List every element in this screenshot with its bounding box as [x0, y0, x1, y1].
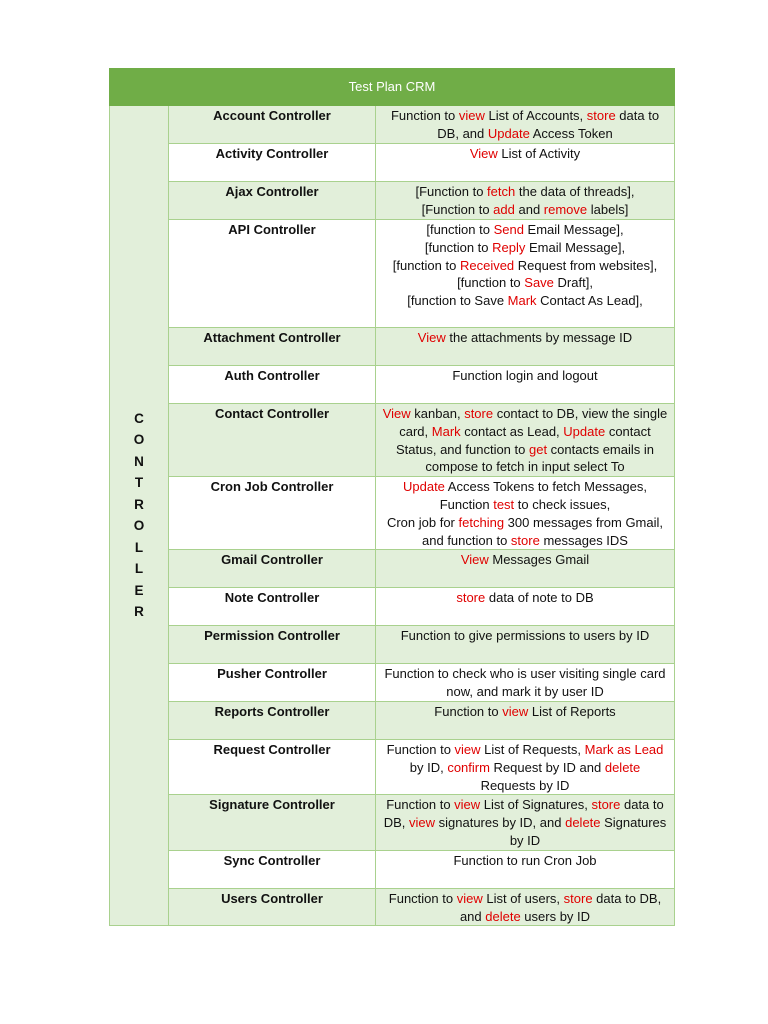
highlighted-keyword: Mark [431, 423, 461, 439]
highlighted-keyword: store [456, 590, 486, 606]
table-row [110, 626, 675, 664]
highlighted-keyword: Reply [492, 239, 526, 255]
highlighted-keyword: Save [524, 275, 554, 291]
highlighted-keyword: view [502, 703, 529, 719]
description-text: Function to [434, 703, 503, 719]
controller-description [376, 220, 675, 328]
highlighted-keyword: view [454, 741, 481, 757]
description-line [382, 257, 668, 275]
side-label-letter: O [133, 432, 145, 448]
highlighted-keyword: add [493, 201, 515, 217]
side-label-letter: T [134, 475, 144, 491]
description-line [382, 703, 668, 721]
description-line [382, 239, 668, 257]
highlighted-keyword: store [464, 406, 494, 421]
highlighted-keyword: store [563, 890, 593, 906]
highlighted-keyword: Received [459, 257, 515, 273]
highlighted-keyword: test [493, 496, 515, 512]
description-text: Function to [390, 108, 459, 123]
table-row [110, 701, 675, 739]
controller-description [376, 795, 675, 850]
controller-description [376, 106, 675, 144]
description-text: data of note to DB [485, 590, 594, 606]
description-text: Function to give permissions to users by ID [400, 628, 650, 644]
table-row [110, 144, 675, 182]
description-text: Function [439, 496, 494, 512]
table-row [110, 888, 675, 926]
description-text: Email Message], [523, 222, 624, 237]
description-line [382, 145, 668, 163]
controller-description [376, 550, 675, 588]
side-label-letter: R [134, 496, 144, 512]
controller-name: Request Controller [169, 739, 376, 794]
description-text: List of Activity [497, 146, 581, 161]
highlighted-keyword: View [460, 552, 489, 568]
controller-name: Gmail Controller [169, 550, 376, 588]
table-row [110, 739, 675, 794]
description-text: Email Message], [525, 239, 626, 255]
description-text: List of users, [482, 890, 564, 906]
description-text: List of Reports [528, 703, 616, 719]
table-row [110, 328, 675, 366]
description-text: kanban, [410, 406, 465, 421]
controller-description [376, 701, 675, 739]
description-text: Function to [388, 890, 457, 906]
controller-description [376, 366, 675, 404]
description-text: [Function to [415, 184, 488, 199]
highlighted-keyword: view [456, 890, 483, 906]
highlighted-keyword: store [586, 108, 616, 123]
controller-side-label [110, 106, 169, 926]
controller-description [376, 588, 675, 626]
side-label-letter: O [133, 518, 145, 534]
controller-name: Permission Controller [169, 626, 376, 664]
table-row [110, 795, 675, 850]
side-label-letter: R [134, 604, 144, 620]
highlighted-keyword: get [528, 441, 548, 457]
side-label-letter: L [134, 561, 144, 577]
table-row [110, 550, 675, 588]
highlighted-keyword: view [454, 797, 481, 813]
description-text: [function to [392, 257, 460, 273]
description-text: Messages Gmail [488, 552, 590, 568]
description-text: Contact As Lead], [536, 293, 643, 309]
description-text: Draft], [553, 275, 593, 291]
description-text: Cron job for [386, 514, 459, 530]
description-text: Function to run Cron Job [453, 852, 597, 868]
controller-description [376, 182, 675, 220]
description-line [382, 478, 668, 496]
description-text: Requests by ID [480, 777, 570, 793]
side-label-letter: L [134, 539, 144, 555]
description-line [382, 496, 668, 514]
highlighted-keyword: Send [493, 222, 524, 237]
highlighted-keyword: Mark as Lead [584, 741, 664, 757]
description-text: data to DB, and [459, 890, 662, 924]
highlighted-keyword: View [417, 330, 446, 345]
description-text: data to DB, and [437, 108, 660, 141]
controller-name: Cron Job Controller [169, 477, 376, 550]
controller-name: Contact Controller [169, 404, 376, 477]
highlighted-keyword: Update [402, 479, 445, 495]
description-text: by ID, [409, 759, 448, 775]
description-line [382, 852, 668, 870]
description-text: contact to DB, view the single card, [399, 406, 668, 439]
side-label-letter: C [134, 410, 144, 426]
description-text: contacts emails in compose to fetch in input select To [425, 441, 654, 475]
table-row [110, 106, 675, 144]
side-label-letter: N [134, 453, 144, 469]
description-text: Function to [386, 797, 455, 813]
controller-name: Users Controller [169, 888, 376, 926]
description-line [382, 367, 668, 385]
test-plan-table [109, 68, 675, 926]
highlighted-keyword: store [591, 797, 621, 813]
description-text: Access Tokens to fetch Messages, [444, 479, 647, 495]
highlighted-keyword: store [510, 532, 540, 548]
highlighted-keyword: fetching [458, 514, 505, 530]
description-text: [Function to [421, 201, 494, 217]
description-line [382, 589, 668, 607]
description-line [382, 551, 668, 569]
controller-name: Signature Controller [169, 795, 376, 850]
highlighted-keyword: delete [565, 815, 601, 831]
description-text: contact Status, and function to [396, 423, 651, 457]
description-text: messages IDS [539, 532, 628, 548]
description-line [382, 890, 668, 926]
description-text: the attachments by message ID [445, 330, 633, 345]
description-text: the data of threads], [515, 184, 635, 199]
description-line [382, 796, 668, 849]
table-row [110, 404, 675, 477]
highlighted-keyword: delete [485, 908, 521, 924]
description-line [382, 183, 668, 201]
highlighted-keyword: Mark [507, 293, 537, 309]
description-text: Function login and logout [452, 368, 598, 383]
description-text: 300 messages from Gmail, and function to [422, 514, 664, 548]
highlighted-keyword: View [469, 146, 498, 161]
highlighted-keyword: delete [604, 759, 641, 775]
controller-description [376, 739, 675, 794]
highlighted-keyword: view [458, 108, 485, 123]
controller-name: Auth Controller [169, 366, 376, 404]
description-line [382, 329, 668, 347]
description-text: List of Requests, [480, 741, 585, 757]
controller-name: Reports Controller [169, 701, 376, 739]
highlighted-keyword: confirm [447, 759, 490, 775]
description-text: [function to [424, 239, 493, 255]
controller-name: Attachment Controller [169, 328, 376, 366]
description-line [382, 741, 668, 794]
description-line [382, 405, 668, 476]
highlighted-keyword: remove [543, 201, 588, 217]
controller-name: Sync Controller [169, 850, 376, 888]
description-line [382, 627, 668, 645]
controller-description [376, 477, 675, 550]
highlighted-keyword: Update [487, 125, 530, 141]
description-text: [function to [426, 222, 494, 237]
controller-name: Account Controller [169, 106, 376, 144]
highlighted-keyword: View [382, 406, 411, 421]
table-title: Test Plan CRM [110, 69, 675, 106]
description-text: signatures by ID, and [435, 815, 566, 831]
description-line [382, 665, 668, 701]
description-text: labels] [587, 201, 629, 217]
description-line [382, 107, 668, 143]
description-line [382, 274, 668, 292]
controller-name: Pusher Controller [169, 664, 376, 702]
description-text: Signatures by ID [509, 815, 667, 848]
controller-description [376, 404, 675, 477]
controller-name: Note Controller [169, 588, 376, 626]
table-row [110, 182, 675, 220]
table-row [110, 588, 675, 626]
table-row [110, 477, 675, 550]
controller-name: Activity Controller [169, 144, 376, 182]
controller-description [376, 626, 675, 664]
table-row [110, 366, 675, 404]
controller-name: Ajax Controller [169, 182, 376, 220]
side-label-letter: E [134, 582, 144, 598]
description-text: Request from websites], [514, 257, 658, 273]
description-text: Function to check who is user visiting single card now, and mark it by user ID [384, 666, 666, 700]
description-line [382, 221, 668, 239]
description-text: data to DB, [383, 797, 664, 831]
table-row [110, 664, 675, 702]
description-line [382, 201, 668, 219]
controller-description [376, 850, 675, 888]
description-text: [function to Save [407, 293, 508, 309]
controller-name: API Controller [169, 220, 376, 328]
description-line [382, 292, 668, 310]
controller-description [376, 328, 675, 366]
controller-description [376, 144, 675, 182]
description-text: List of Signatures, [480, 797, 592, 813]
controller-description [376, 888, 675, 926]
description-text: contact as Lead, [460, 423, 564, 439]
controller-description [376, 664, 675, 702]
description-text: [function to [457, 275, 525, 291]
highlighted-keyword: fetch [487, 184, 516, 199]
highlighted-keyword: Update [563, 423, 606, 439]
description-text: Request by ID and [489, 759, 605, 775]
description-line [382, 514, 668, 550]
description-text: to check issues, [514, 496, 611, 512]
table-row [110, 220, 675, 328]
description-text: Access Token [529, 125, 613, 141]
description-text: Function to [386, 741, 455, 757]
description-text: users by ID [520, 908, 591, 924]
description-text: and [514, 201, 544, 217]
table-row [110, 850, 675, 888]
description-text: List of Accounts, [484, 108, 587, 123]
highlighted-keyword: view [409, 815, 436, 831]
